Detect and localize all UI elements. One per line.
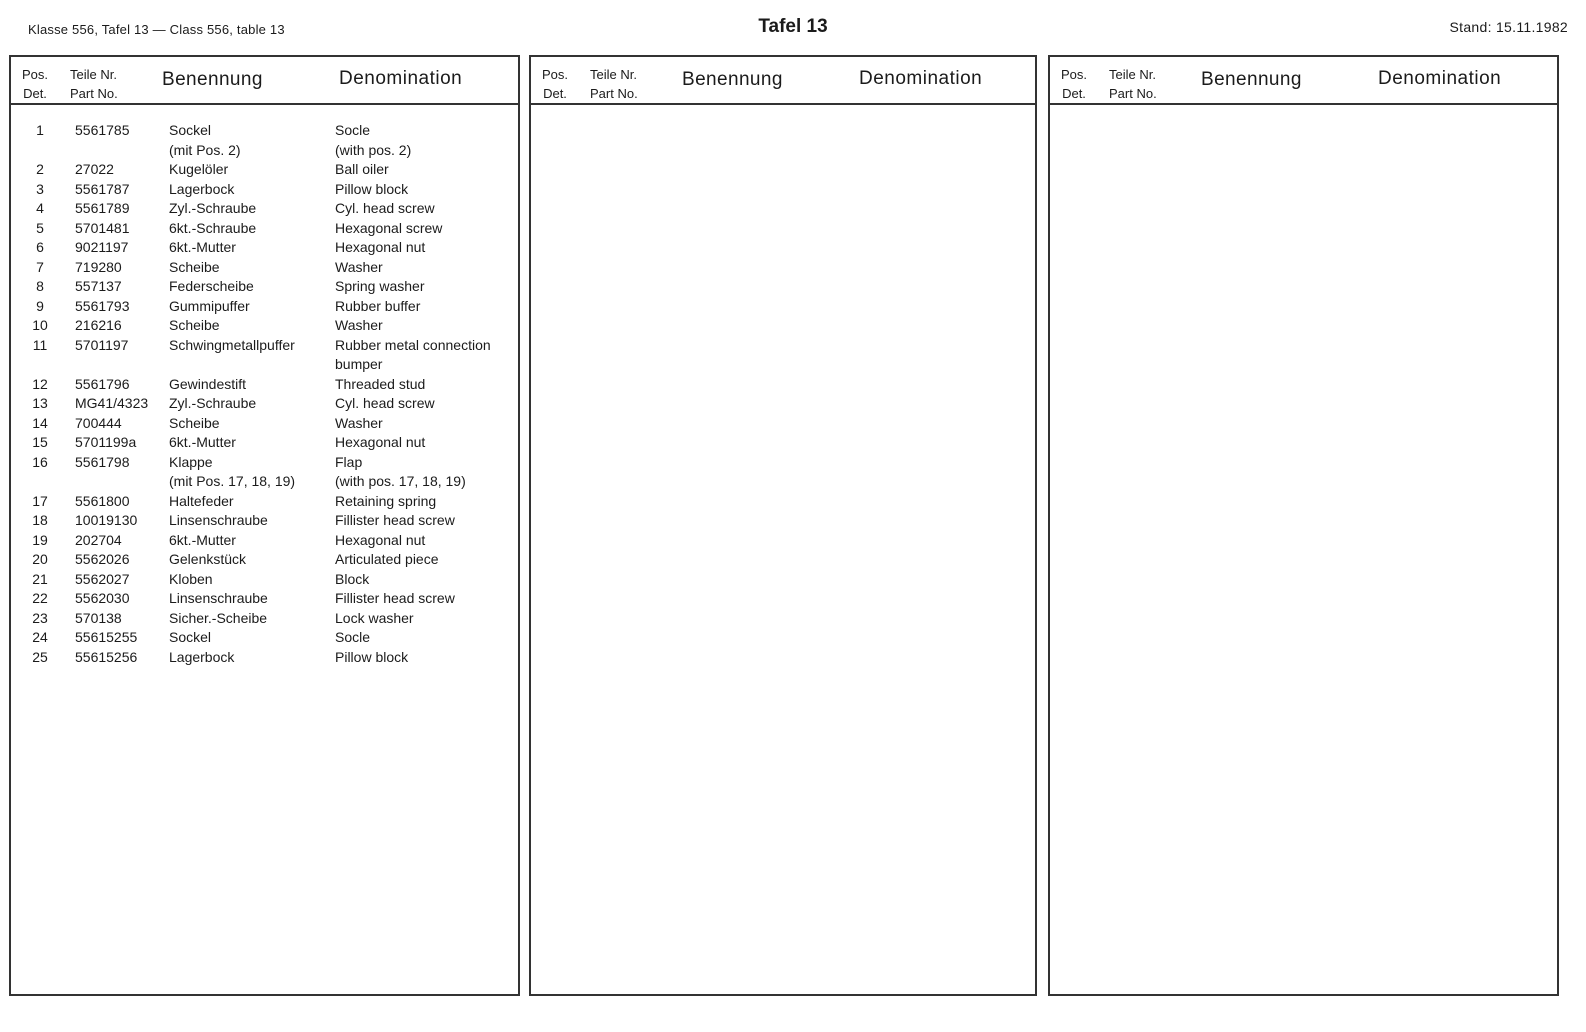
denomination-cell-text: Rubber metal connection [335,336,491,353]
benennung-cell-text: Klappe [169,453,213,470]
part-number-cell-text: 27022 [75,161,114,177]
table-header [11,57,518,105]
part-number-cell [75,492,130,512]
pos-cell [11,531,69,551]
part-number-cell-text: 5561787 [75,180,130,197]
benennung-cell-text: Lagerbock [169,648,235,665]
pos-cell-text: 3 [36,180,44,197]
benennung-cell [169,297,250,317]
benennung-cell-text: Schwingmetallpuffer [169,336,295,353]
denomination-cell [335,648,408,668]
part-header-line2: Part No. [590,86,638,101]
table-row [11,199,518,219]
benennung-cell [169,589,268,609]
part-number-cell-text: 55615256 [75,648,138,665]
pos-cell-text: 9 [36,297,44,314]
denomination-cell [335,336,491,375]
part-number-cell-text: 5701199a [75,434,137,450]
parts-table-2 [529,55,1037,996]
benennung-cell [169,258,220,278]
part-number-cell-text: 719280 [75,258,122,275]
benennung-cell [169,609,267,629]
benennung-cell [169,511,268,531]
pos-cell-text: 14 [32,414,48,431]
part-number-cell-text: 5701481 [75,219,130,236]
part-number-cell [75,238,128,258]
benennung-cell-text: Lagerbock [169,180,235,197]
part-number-cell-text: 5561796 [75,375,130,392]
table-row [11,550,518,570]
pos-cell-text: 2 [36,161,44,177]
part-number-cell-text: 216216 [75,317,122,333]
part-header-line1: Teile Nr. [590,67,637,82]
pos-cell-text: 13 [32,395,48,411]
benennung-cell-text: Gummipuffer [169,297,250,314]
benennung-cell [169,531,236,551]
pos-cell-text: 24 [32,629,48,645]
pos-cell [11,121,69,141]
benennung-cell-text: Sicher.-Scheibe [169,609,268,626]
part-header-line1: Teile Nr. [1109,67,1156,82]
table-header [1050,57,1557,105]
benennung-cell [169,414,220,434]
denomination-cell [335,453,466,492]
pos-cell-text: 25 [32,648,48,665]
benennung-cell-line2: (mit Pos. 2) [169,141,241,158]
table-row [11,609,518,629]
pos-cell-text: 23 [32,609,48,626]
denomination-cell-text: Washer [335,258,383,275]
pos-cell-text: 20 [32,551,48,567]
table-row [11,531,518,551]
pos-header [1061,65,1087,103]
pos-cell-text: 10 [32,317,48,333]
benennung-cell-text: 6kt.-Mutter [169,531,236,548]
pos-cell-text: 21 [32,570,48,587]
benennung-cell-text: Scheibe [169,317,220,333]
benennung-cell-text: Zyl.-Schraube [169,200,257,216]
table-row [11,414,518,434]
benennung-cell [169,550,246,570]
denomination-cell [335,199,435,219]
denomination-cell [335,258,383,278]
benennung-cell-text: Kugelöler [169,161,229,177]
pos-cell-text: 22 [32,590,48,606]
table-row [11,121,518,160]
benennung-cell [169,121,241,160]
pos-cell [11,609,69,629]
pos-cell-text: 19 [32,531,48,548]
part-number-cell [75,511,137,531]
part-number-cell [75,277,122,297]
denomination-cell [335,316,383,336]
table-row [11,375,518,395]
denomination-cell-line2: bumper [335,356,383,372]
table-row [11,394,518,414]
denomination-cell [335,238,425,258]
denomination-cell-text: Block [335,570,370,587]
benennung-cell [169,453,295,492]
benennung-cell-text: 6kt.-Schraube [169,219,257,236]
parts-rows [11,105,518,667]
denomination-cell [335,570,369,590]
part-number-cell-text: 5561785 [75,122,130,138]
part-number-cell [75,336,128,356]
pos-cell [11,550,69,570]
benennung-cell-line2: (mit Pos. 17, 18, 19) [169,473,296,489]
denomination-cell [335,589,455,609]
part-number-cell-text: 5562027 [75,570,130,587]
denomination-cell [335,433,425,453]
benennung-cell-text: Scheibe [169,414,220,431]
benennung-header: Benennung [162,69,263,90]
denomination-header: Denomination [1378,68,1502,89]
table-row [11,238,518,258]
denomination-cell-line2: (with pos. 2) [335,141,412,158]
pos-cell [11,219,69,239]
denomination-cell-text: Cyl. head screw [335,200,435,216]
part-number-cell-text: 202704 [75,531,122,548]
denomination-cell [335,394,435,414]
part-number-cell [75,453,130,473]
benennung-cell-text: Sockel [169,122,212,138]
benennung-cell-text: Linsenschraube [169,512,268,528]
part-number-cell [75,180,130,200]
benennung-cell [169,394,256,414]
benennung-cell [169,160,228,180]
denomination-cell-text: Cyl. head screw [335,395,435,411]
page-title: Tafel 13 [758,16,828,37]
part-header [1109,65,1157,103]
part-number-cell-text: 700444 [75,414,122,431]
table-row [11,160,518,180]
part-number-cell [75,258,122,278]
pos-cell [11,453,69,473]
part-number-cell [75,414,122,434]
denomination-cell [335,277,425,297]
pos-cell-text: 17 [32,492,48,509]
pos-cell-text: 12 [32,375,48,392]
benennung-cell-text: Gewindestift [169,375,247,392]
table-row [11,316,518,336]
part-number-cell [75,433,136,453]
part-number-cell-text: 5561800 [75,492,130,509]
part-number-cell-text: 5561793 [75,297,130,314]
table-row [11,492,518,512]
pos-cell-text: 8 [36,278,44,294]
denomination-cell-text: Flap [335,453,363,470]
table-row [11,277,518,297]
benennung-cell-text: 6kt.-Mutter [169,239,236,255]
benennung-cell [169,277,254,297]
part-number-cell [75,160,114,180]
denomination-cell-text: Threaded stud [335,375,426,392]
denomination-cell-text: Hexagonal nut [335,434,426,450]
denomination-cell [335,550,439,570]
pos-cell-text: 6 [36,239,44,255]
part-number-cell [75,628,137,648]
denomination-cell [335,414,383,434]
denomination-cell [335,121,411,160]
part-header-line2: Part No. [70,86,118,101]
pos-cell [11,336,69,356]
part-number-cell-text: 10019130 [75,512,138,528]
pos-header [542,65,568,103]
denomination-cell-text: Ball oiler [335,161,389,177]
part-number-cell-text: 5562030 [75,590,130,606]
denomination-cell-line2: (with pos. 17, 18, 19) [335,473,466,489]
benennung-cell-text: Sockel [169,629,212,645]
pos-cell [11,238,69,258]
benennung-cell-text: 6kt.-Mutter [169,434,236,450]
part-number-cell [75,375,130,395]
pos-cell-text: 15 [32,434,48,450]
table-row [11,589,518,609]
benennung-cell-text: Gelenkstück [169,551,247,567]
part-number-cell-text: 557137 [75,278,122,294]
part-number-cell [75,297,130,317]
benennung-cell [169,433,236,453]
part-number-cell [75,570,130,590]
part-number-cell-text: MG41/4323 [75,395,149,411]
denomination-cell [335,628,370,648]
denomination-cell [335,609,414,629]
denomination-cell-text: Articulated piece [335,551,439,567]
page-header [0,0,1586,52]
pos-cell [11,648,69,668]
denomination-header: Denomination [339,68,463,89]
denomination-cell-text: Washer [335,317,383,333]
pos-cell [11,160,69,180]
benennung-cell [169,648,234,668]
pos-cell [11,628,69,648]
denomination-cell-text: Lock washer [335,609,414,626]
denomination-cell-text: Fillister head screw [335,512,455,528]
pos-cell [11,316,69,336]
table-row [11,219,518,239]
pos-cell [11,492,69,512]
denomination-cell [335,375,425,395]
parts-table-1 [9,55,520,996]
revision-date: Stand: 15.11.1982 [1449,19,1568,35]
pos-cell [11,199,69,219]
pos-cell-text: 7 [36,258,44,275]
pos-cell [11,375,69,395]
benennung-cell-text: Federscheibe [169,278,254,294]
part-number-cell-text: 5701197 [75,336,129,353]
part-number-cell [75,199,130,219]
denomination-cell-text: Spring washer [335,278,425,294]
pos-header-line2: Det. [23,86,47,101]
pos-cell [11,277,69,297]
part-number-cell [75,219,130,239]
part-number-cell [75,394,148,414]
part-number-cell [75,550,130,570]
denomination-cell-text: Socle [335,122,371,138]
denomination-cell-text: Fillister head screw [335,590,455,606]
part-number-cell [75,589,130,609]
denomination-cell-text: Hexagonal nut [335,239,426,255]
denomination-cell [335,180,408,200]
benennung-cell [169,180,234,200]
pos-header-line1: Pos. [542,67,569,82]
table-header [531,57,1035,105]
table-row [11,297,518,317]
part-number-cell-text: 5561789 [75,200,130,216]
benennung-cell [169,570,213,590]
part-number-cell-text: 9021197 [75,239,129,255]
benennung-cell [169,492,234,512]
pos-cell-text: 11 [32,336,48,353]
pos-cell [11,258,69,278]
denomination-cell-text: Rubber buffer [335,297,421,314]
part-header [590,65,638,103]
denomination-cell-text: Retaining spring [335,492,437,509]
part-number-cell [75,648,137,668]
benennung-cell [169,199,256,219]
table-row [11,453,518,492]
denomination-cell [335,511,455,531]
benennung-cell [169,219,256,239]
pos-cell-text: 16 [32,453,48,470]
part-number-cell [75,121,130,141]
part-number-cell-text: 570138 [75,609,122,626]
benennung-cell [169,375,246,395]
class-table-label: Klasse 556, Tafel 13 — Class 556, table 13 [28,22,285,37]
pos-cell [11,394,69,414]
benennung-cell-text: Scheibe [169,258,220,275]
part-number-cell-text: 55615255 [75,629,138,645]
benennung-cell [169,316,220,336]
table-row [11,648,518,668]
pos-header-line2: Det. [543,86,567,101]
benennung-cell-text: Kloben [169,570,213,587]
pos-cell-text: 18 [32,512,48,528]
denomination-cell-text: Hexagonal nut [335,531,426,548]
denomination-header: Denomination [859,68,983,89]
table-row [11,628,518,648]
pos-cell [11,511,69,531]
denomination-cell-text: Pillow block [335,180,409,197]
pos-cell [11,433,69,453]
part-number-cell [75,531,122,551]
pos-cell-text: 5 [36,219,44,236]
benennung-cell-text: Zyl.-Schraube [169,395,257,411]
pos-cell [11,180,69,200]
pos-cell [11,414,69,434]
denomination-cell-text: Pillow block [335,648,409,665]
pos-cell-text: 4 [36,200,44,216]
pos-cell-text: 1 [36,122,44,138]
table-row [11,180,518,200]
denomination-cell [335,219,442,239]
part-number-cell [75,316,122,336]
pos-cell [11,589,69,609]
benennung-cell [169,238,236,258]
pos-cell [11,570,69,590]
part-number-cell [75,609,122,629]
denomination-cell [335,492,436,512]
table-row [11,570,518,590]
denomination-cell [335,531,425,551]
table-row [11,511,518,531]
denomination-cell-text: Socle [335,629,371,645]
pos-header-line2: Det. [1062,86,1086,101]
pos-cell [11,297,69,317]
part-number-cell-text: 5562026 [75,551,130,567]
pos-header-line1: Pos. [1061,67,1088,82]
part-number-cell-text: 5561798 [75,453,130,470]
denomination-cell-text: Hexagonal screw [335,219,443,236]
benennung-cell [169,336,295,356]
parts-table-3 [1048,55,1559,996]
benennung-cell-text: Linsenschraube [169,590,268,606]
table-row [11,258,518,278]
part-header-line2: Part No. [1109,86,1157,101]
part-header [70,65,118,103]
denomination-cell-text: Washer [335,414,383,431]
pos-header-line1: Pos. [22,67,49,82]
benennung-cell [169,628,211,648]
table-row [11,336,518,375]
table-row [11,433,518,453]
benennung-cell-text: Haltefeder [169,492,234,509]
benennung-header: Benennung [1201,69,1302,90]
benennung-header: Benennung [682,69,783,90]
denomination-cell [335,160,389,180]
denomination-cell [335,297,420,317]
part-header-line1: Teile Nr. [70,67,117,82]
pos-header [22,65,48,103]
